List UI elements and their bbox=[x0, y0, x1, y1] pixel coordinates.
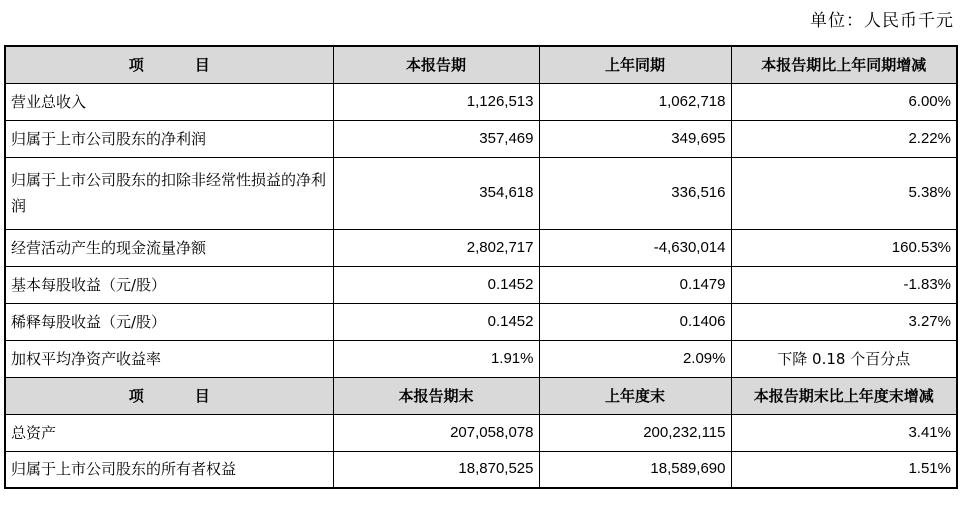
row-prior: -4,630,014 bbox=[539, 229, 731, 266]
table-header-row bbox=[5, 377, 957, 414]
header-prior-year-end: 上年度末 bbox=[539, 377, 731, 414]
row-current: 0.1452 bbox=[333, 303, 539, 340]
row-current: 354,618 bbox=[333, 157, 539, 229]
table-row bbox=[5, 83, 957, 120]
row-prior: 2.09% bbox=[539, 340, 731, 377]
row-label: 总资产 bbox=[5, 414, 333, 451]
row-prior: 349,695 bbox=[539, 120, 731, 157]
table-row bbox=[5, 229, 957, 266]
row-change: -1.83% bbox=[731, 266, 957, 303]
header-item: 项 目 bbox=[5, 46, 333, 83]
table-row bbox=[5, 120, 957, 157]
row-current: 207,058,078 bbox=[333, 414, 539, 451]
row-prior: 1,062,718 bbox=[539, 83, 731, 120]
header-prior-period: 上年同期 bbox=[539, 46, 731, 83]
unit-label: 单位：人民币千元 bbox=[810, 11, 954, 31]
header-change: 本报告期比上年同期增减 bbox=[731, 46, 957, 83]
table-header-row bbox=[5, 46, 957, 83]
table-row bbox=[5, 303, 957, 340]
table-row bbox=[5, 340, 957, 377]
row-label: 加权平均净资产收益率 bbox=[5, 340, 333, 377]
row-change: 3.27% bbox=[731, 303, 957, 340]
header-period-end: 本报告期末 bbox=[333, 377, 539, 414]
header-change: 本报告期末比上年度末增减 bbox=[731, 377, 957, 414]
table-row bbox=[5, 414, 957, 451]
row-label: 归属于上市公司股东的净利润 bbox=[5, 120, 333, 157]
row-change: 1.51% bbox=[731, 451, 957, 488]
row-prior: 0.1479 bbox=[539, 266, 731, 303]
row-label: 营业总收入 bbox=[5, 83, 333, 120]
financial-summary-table bbox=[4, 45, 958, 489]
row-change: 2.22% bbox=[731, 120, 957, 157]
row-change: 3.41% bbox=[731, 414, 957, 451]
header-current-period: 本报告期 bbox=[333, 46, 539, 83]
row-current: 1,126,513 bbox=[333, 83, 539, 120]
row-label: 经营活动产生的现金流量净额 bbox=[5, 229, 333, 266]
row-current: 1.91% bbox=[333, 340, 539, 377]
row-prior: 200,232,115 bbox=[539, 414, 731, 451]
row-change: 160.53% bbox=[731, 229, 957, 266]
row-change: 6.00% bbox=[731, 83, 957, 120]
header-item: 项 目 bbox=[5, 377, 333, 414]
row-current: 357,469 bbox=[333, 120, 539, 157]
table-row bbox=[5, 451, 957, 488]
row-change: 5.38% bbox=[731, 157, 957, 229]
table-row bbox=[5, 157, 957, 229]
row-label: 归属于上市公司股东的所有者权益 bbox=[5, 451, 333, 488]
table-row bbox=[5, 266, 957, 303]
row-current: 2,802,717 bbox=[333, 229, 539, 266]
row-prior: 336,516 bbox=[539, 157, 731, 229]
row-label: 基本每股收益（元/股） bbox=[5, 266, 333, 303]
row-label: 归属于上市公司股东的扣除非经常性损益的净利润 bbox=[5, 157, 333, 229]
row-change: 下降 0.18 个百分点 bbox=[731, 340, 957, 377]
row-label: 稀释每股收益（元/股） bbox=[5, 303, 333, 340]
row-current: 0.1452 bbox=[333, 266, 539, 303]
row-current: 18,870,525 bbox=[333, 451, 539, 488]
row-prior: 18,589,690 bbox=[539, 451, 731, 488]
row-prior: 0.1406 bbox=[539, 303, 731, 340]
